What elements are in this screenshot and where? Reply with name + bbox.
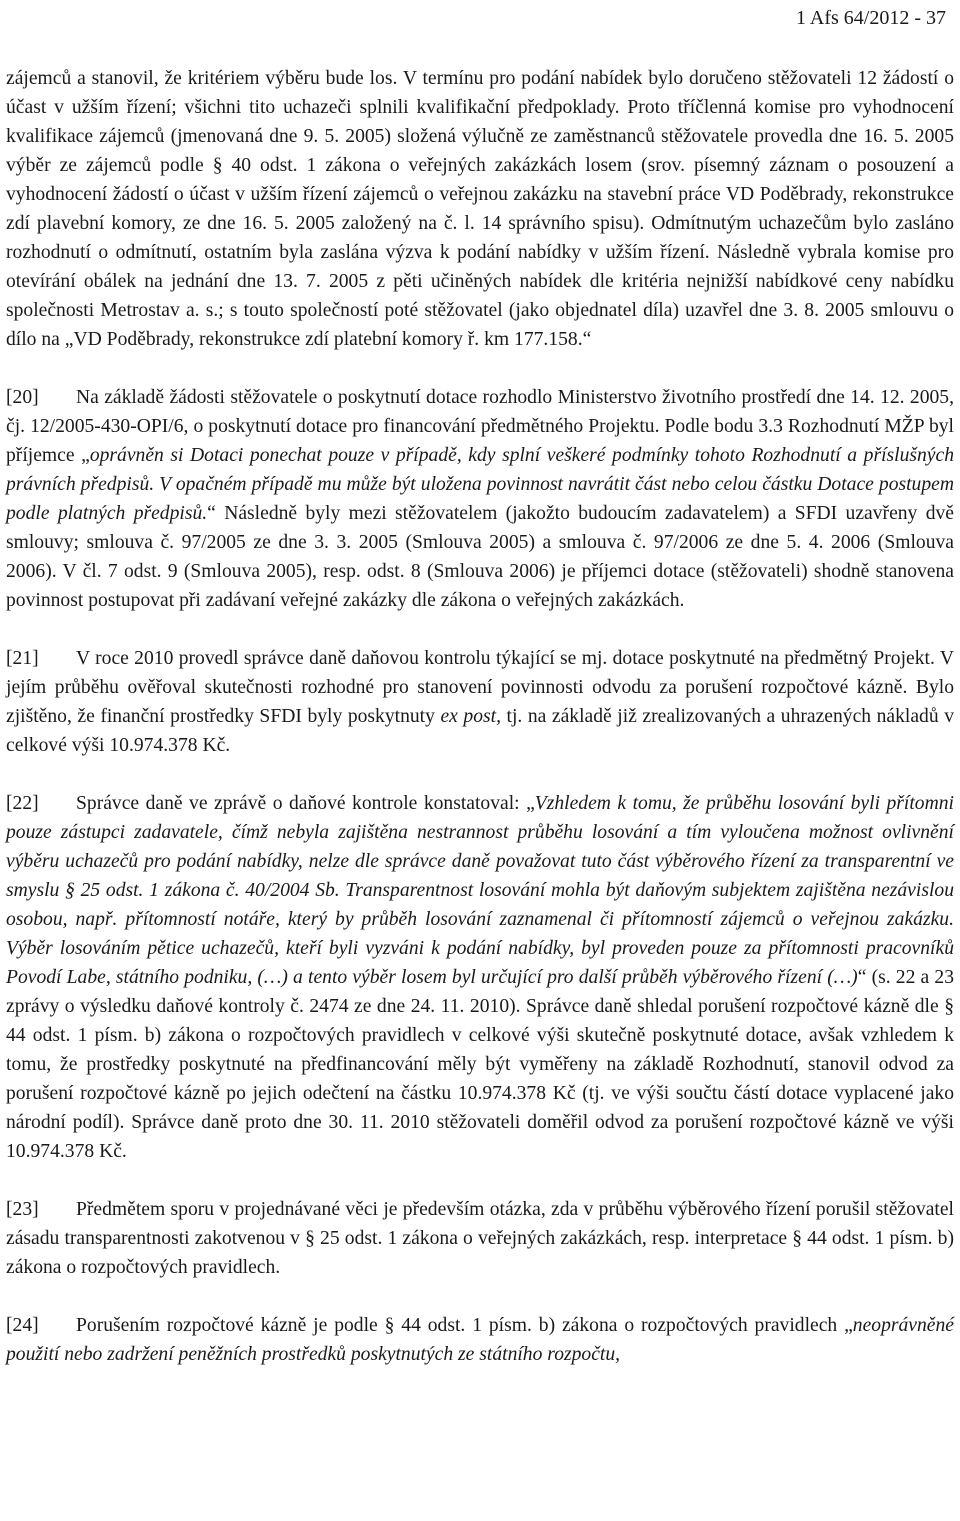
- document-body: [6, 64, 954, 1369]
- quoted-italic-segment: oprávněn si Dotaci ponechat pouze v případě, kdy splní veškeré podmínky tohoto Rozhodnutí a příslušných právních předpisů. V opačném případě mu může být uložena povinnost navrátit část nebo celou částku Dotace postupem podle platných předpisů.: [6, 445, 954, 524]
- paragraph-number: [20]: [6, 387, 39, 408]
- paragraph-20: [6, 383, 954, 615]
- paragraph-continuation: [6, 64, 954, 354]
- paragraph-number: [21]: [6, 648, 39, 669]
- paragraph-number: [23]: [6, 1199, 39, 1220]
- paragraph-number: [24]: [6, 1315, 39, 1336]
- quoted-italic-segment: Vzhledem k tomu, že průběhu losování byli přítomni pouze zástupci zadavatele, čímž nebyla zajištěna nestrannost průběhu losování a tím vyloučena možnost ovlivnění výběru uchazečů pro podání nabídky, nelze dle správce daně považovat tuto část výběrového řízení za transparentní ve smyslu § 25 odst. 1 zákona č. 40/2004 Sb. Transparentnost losování mohla být daňovým subjektem zajištěna nezávislou osobou, např. přítomností notáře, který by průběh losování zaznamenal či přítomností zájemců o veřejnou zakázku. Výběr losováním pětice uchazečů, kteří byli vyzváni k podání nabídky, byl proveden pouze za přítomnosti pracovníků Povodí Labe, státního podniku, (…) a tento výběr losem byl určující pro další průběh výběrového řízení (…): [6, 793, 954, 988]
- paragraph-23: [6, 1195, 954, 1282]
- text-segment: Předmětem sporu v projednávané věci je především otázka, zda v průběhu výběrového řízení porušil stěžovatel zásadu transparentnosti zakotvenou v § 25 odst. 1 zákona o veřejných zakázkách, resp. interpretace § 44 odst. 1 písm. b) zákona o rozpočtových pravidlech.: [6, 1199, 954, 1278]
- text-segment: V roce 2010 provedl správce daně daňovou kontrolu týkající se mj. dotace poskytnuté na předmětný Projekt. V jejím průběhu ověřoval skutečnosti rozhodné pro stanovení povinnosti odvodu za porušení rozpočtové kázně. Bylo zjištěno, že finanční prostředky SFDI byly poskytnuty: [6, 648, 954, 727]
- paragraph-24: [6, 1311, 954, 1369]
- text-segment: tj. na základě již zrealizovaných a uhrazených nákladů v celkové výši 10.974.378 Kč.: [6, 706, 954, 756]
- paragraph-number: [22]: [6, 793, 39, 814]
- text-segment: zájemců a stanovil, že kritériem výběru bude los. V termínu pro podání nabídek bylo doručeno stěžovateli 12 žádostí o účast v užším řízení; všichni tito uchazeči splnili kvalifikační předpoklady. Proto tříčlenná komise pro vyhodnocení kvalifikace zájemců (jmenovaná dne 9. 5. 2005) složená výlučně ze zaměstnanců stěžovatele provedla dne 16. 5. 2005 výběr ze zájemců podle § 40 odst. 1 zákona o veřejných zakázkách losem (srov. písemný záznam o posouzení a vyhodnocení žádostí o účast v užším řízení zájemců o veřejnou zakázku na stavební práce VD Poděbrady, rekonstrukce zdí plavební komory, ze dne 16. 5. 2005 založený na č. l. 14 správního spisu). Odmítnutým uchazečům bylo zasláno rozhodnutí o odmítnutí, ostatním byla zaslána výzva k podání nabídky v užším řízení. Následně vybrala komise pro otevírání obálek na jednání dne 13. 7. 2005 z pěti učiněných nabídek dle kritéria nejnižší nabídkové ceny nabídku společnosti Metrostav a. s.; s touto společností poté stěžovatel (jako objednatel díla) uzavřel dne 3. 8. 2005 smlouvu o dílo na „VD Poděbrady, rekonstrukce zdí platební komory ř. km 177.158.“: [6, 68, 954, 350]
- paragraph-21: [6, 644, 954, 760]
- text-segment: “ Následně byly mezi stěžovatelem (jakožto budoucím zadavatelem) a SFDI uzavřeny dvě smlouvy; smlouva č. 97/2005 ze dne 3. 3. 2005 (Smlouva 2005) a smlouva č. 97/2006 ze dne 5. 4. 2006 (Smlouva 2006). V čl. 7 odst. 9 (Smlouva 2005), resp. odst. 8 (Smlouva 2006) je příjemci dotace (stěžovateli) shodně stanovena povinnost postupovat při zadávaní veřejné zakázky dle zákona o veřejných zakázkách.: [6, 503, 954, 611]
- italic-segment: ex post,: [440, 706, 501, 727]
- text-segment: Porušením rozpočtové kázně je podle § 44 odst. 1 písm. b) zákona o rozpočtových pravidlech „: [76, 1315, 853, 1336]
- case-reference: 1 Afs 64/2012 - 37: [796, 7, 946, 29]
- quoted-italic-segment: neoprávněné použití nebo zadržení peněžních prostředků poskytnutých ze státního rozpočtu,: [6, 1315, 954, 1365]
- paragraph-22: [6, 789, 954, 1166]
- text-segment: “ (s. 22 a 23 zprávy o výsledku daňové kontroly č. 2474 ze dne 24. 11. 2010). Správce daně shledal porušení rozpočtové kázně dle § 44 odst. 1 písm. b) zákona o rozpočtových pravidlech v celkové výši skutečně poskytnuté dotace, avšak vzhledem k tomu, že prostředky poskytnuté na předfinancování měly být vyměřeny na základě Rozhodnutí, stanovil odvod za porušení rozpočtové kázně po jejich odečtení na částku 10.974.378 Kč (tj. ve výši součtu částí dotace vyplacené jako národní podíl). Správce daně proto dne 30. 11. 2010 stěžovateli doměřil odvod za porušení rozpočtové kázně ve výši 10.974.378 Kč.: [6, 967, 954, 1162]
- text-segment: Na základě žádosti stěžovatele o poskytnutí dotace rozhodlo Ministerstvo životního prostředí dne 14. 12. 2005, čj. 12/2005-430-OPI/6, o poskytnutí dotace pro financování předmětného Projektu. Podle bodu 3.3 Rozhodnutí MŽP byl příjemce „: [6, 387, 954, 466]
- text-segment: Správce daně ve zprávě o daňové kontrole konstatoval: „: [76, 793, 535, 814]
